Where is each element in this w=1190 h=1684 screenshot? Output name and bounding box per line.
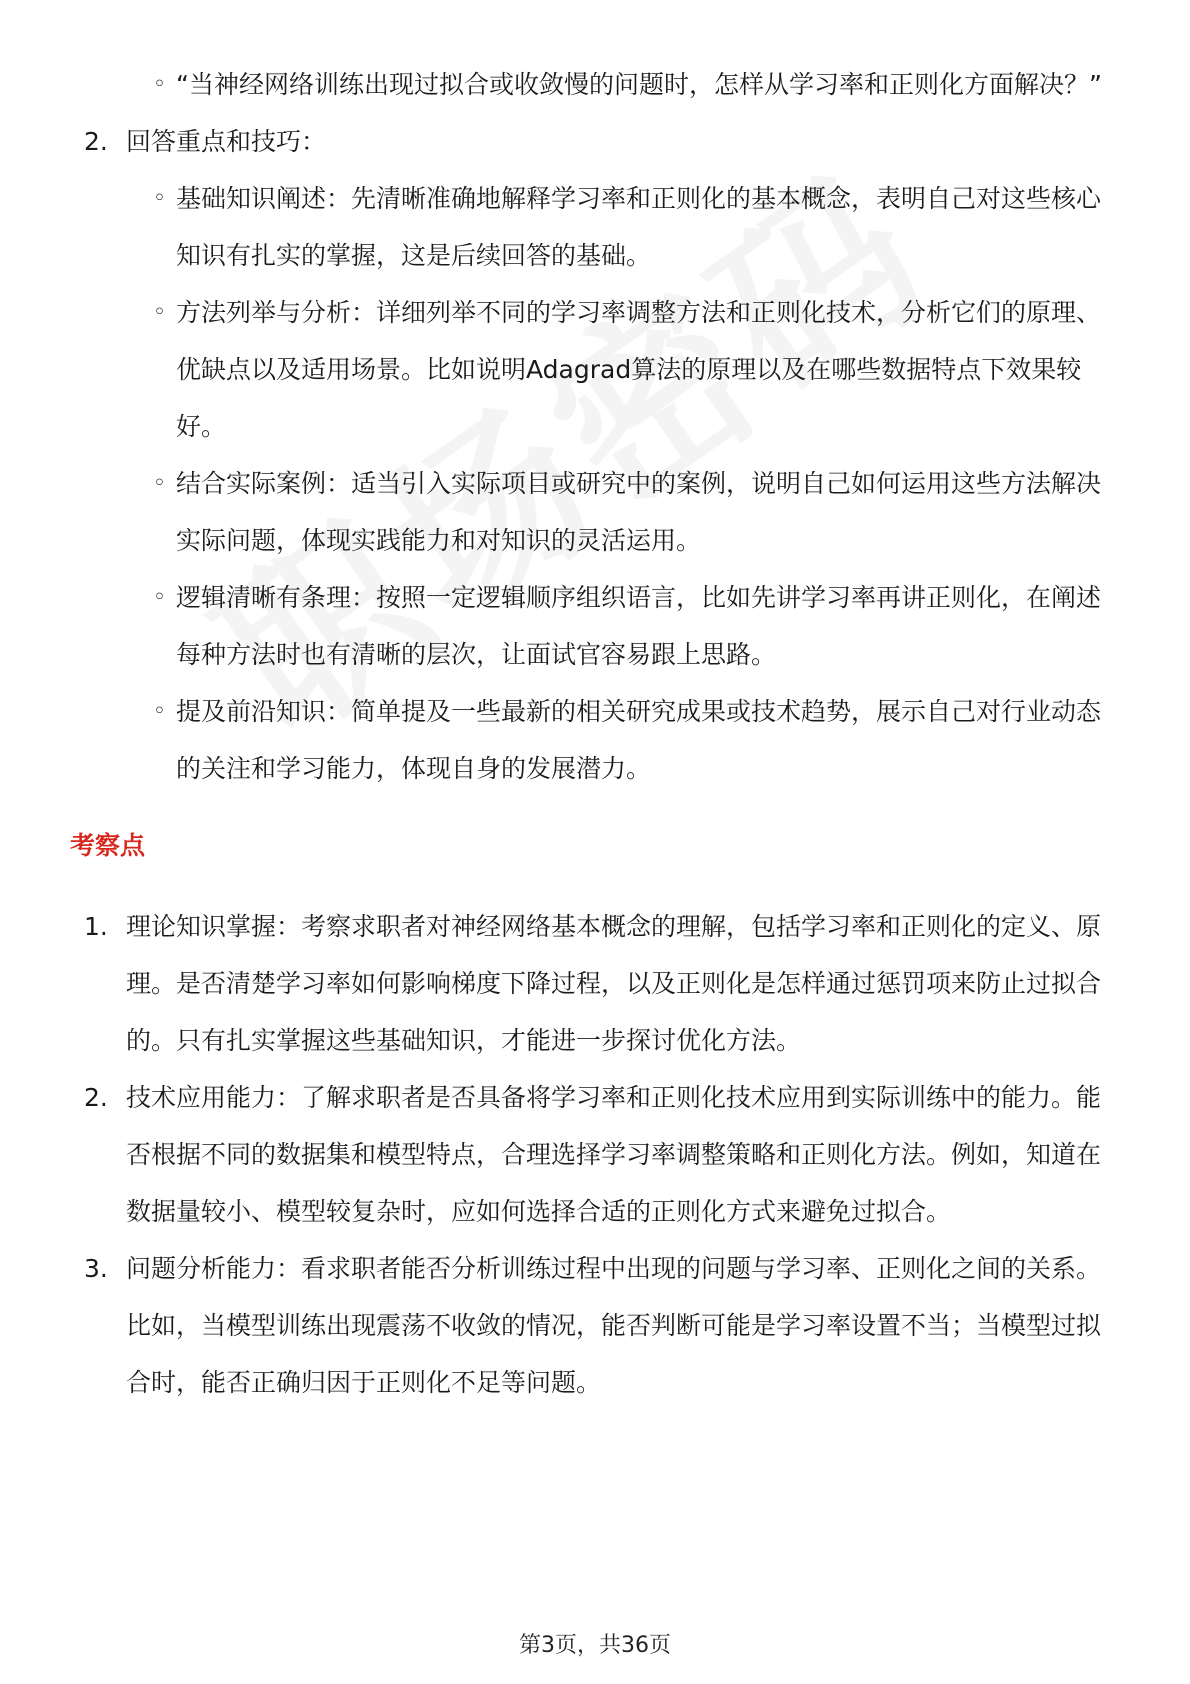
section-heading: 考察点 [70,831,146,860]
hollow-bullet-icon: ◦ [153,471,166,496]
hollow-bullet-icon: ◦ [153,72,166,97]
list-item [70,455,1120,569]
item-number: 2. [84,1083,108,1112]
list-item-text: 提及前沿知识：简单提及一些最新的相关研究成果或技术趋势，展示自己对行业动态的关注和学习能力，体现自身的发展潜力。 [176,697,1102,783]
item-number: 1. [84,912,108,941]
list-item-text: 结合实际案例：适当引入实际项目或研究中的案例，说明自己如何运用这些方法解决实际问题，体现实践能力和对知识的灵活运用。 [176,469,1102,555]
numbered-item [70,1240,1120,1411]
numbered-item [70,898,1120,1069]
numbered-item [70,113,1120,170]
item-text: 问题分析能力：看求职者能否分析训练过程中出现的问题与学习率、正则化之间的关系。比如，当模型训练出现震荡不收敛的情况，能否判断可能是学习率设置不当；当模型过拟合时，能否正确归因于正则化不足等问题。 [126,1254,1102,1397]
list-item-text: “当神经网络训练出现过拟合或收敛慢的问题时，怎样从学习率和正则化方面解决？” [176,70,1102,99]
list-item [70,284,1120,455]
hollow-bullet-icon: ◦ [153,186,166,211]
item-title: 回答重点和技巧： [126,127,327,156]
list-item-text: 基础知识阐述：先清晰准确地解释学习率和正则化的基本概念，表明自己对这些核心知识有扎实的掌握，这是后续回答的基础。 [176,184,1102,270]
page-footer: 第3页，共36页 [519,1633,671,1658]
page-content [70,56,1120,1411]
numbered-item [70,1069,1120,1240]
item-text: 技术应用能力：了解求职者是否具备将学习率和正则化技术应用到实际训练中的能力。能否根据不同的数据集和模型特点，合理选择学习率调整策略和正则化方法。例如，知道在数据量较小、模型较复杂时，应如何选择合适的正则化方式来避免过拟合。 [126,1083,1102,1226]
item-number: 2. [84,127,108,156]
list-item [70,683,1120,797]
hollow-bullet-icon: ◦ [153,300,166,325]
hollow-bullet-icon: ◦ [153,585,166,610]
hollow-bullet-icon: ◦ [153,699,166,724]
item-text: 理论知识掌握：考察求职者对神经网络基本概念的理解，包括学习率和正则化的定义、原理。是否清楚学习率如何影响梯度下降过程，以及正则化是怎样通过惩罚项来防止过拟合的。只有扎实掌握这些基础知识，才能进一步探讨优化方法。 [126,912,1102,1055]
list-item [70,569,1120,683]
list-item-text: 逻辑清晰有条理：按照一定逻辑顺序组织语言，比如先讲学习率再讲正则化，在阐述每种方法时也有清晰的层次，让面试官容易跟上思路。 [176,583,1102,669]
item-number: 3. [84,1254,108,1283]
list-item [70,170,1120,284]
list-item [70,56,1120,113]
list-item-text: 方法列举与分析：详细列举不同的学习率调整方法和正则化技术，分析它们的原理、优缺点以及适用场景。比如说明Adagrad算法的原理以及在哪些数据特点下效果较好。 [176,298,1102,441]
